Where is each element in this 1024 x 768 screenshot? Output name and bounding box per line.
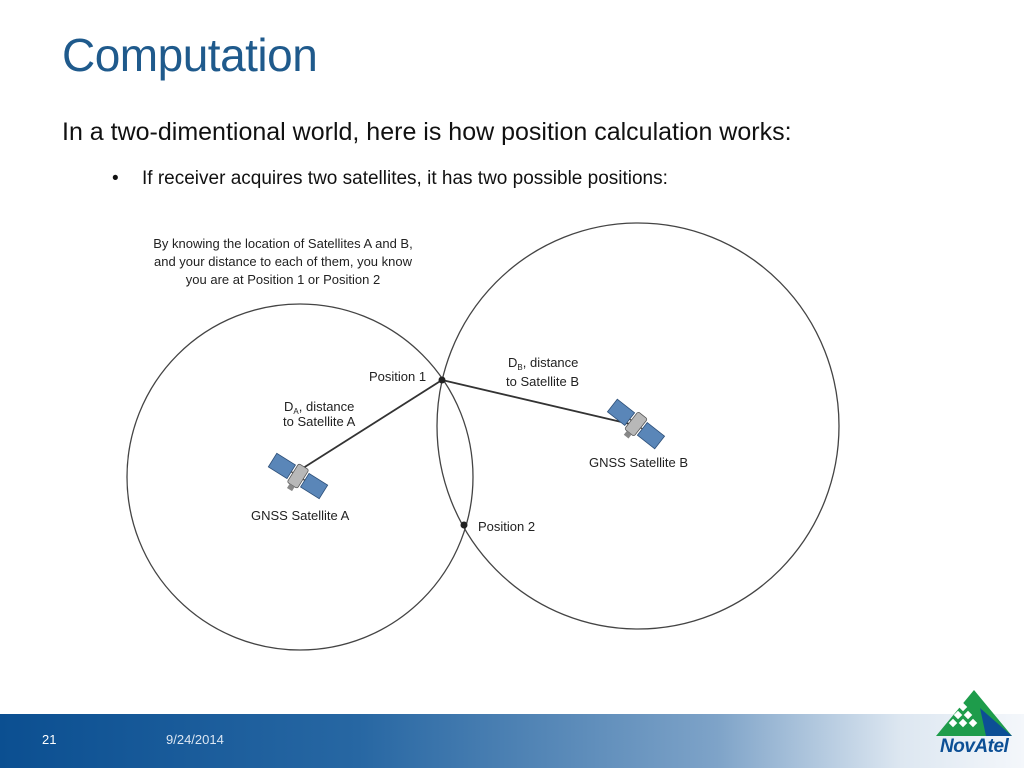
slide-title: Computation [62, 29, 318, 81]
position-1-label: Position 1 [369, 369, 427, 384]
bullet-marker: • [112, 168, 119, 189]
satellite-b-icon [603, 397, 667, 455]
distance-a-label: $D_A$, distance [284, 399, 355, 416]
footer-date: 9/24/2014 [166, 732, 224, 747]
satellite-b-label: GNSS Satellite B [589, 455, 688, 470]
position-1-point [439, 377, 446, 384]
page-number: 21 [42, 732, 57, 747]
satellite-a-icon [264, 451, 329, 506]
satellite-a-label: GNSS Satellite A [251, 508, 350, 523]
position-2-point [461, 522, 468, 529]
diagram-caption-line-3: you are at Position 1 or Position 2 [185, 272, 381, 287]
diagram-caption-line-2: and your distance to each of them, you know [154, 254, 412, 269]
distance-a-label-line2: to Satellite A [283, 414, 356, 429]
footer-bar [0, 714, 1024, 768]
bullet-text: If receiver acquires two satellites, it has two possible positions: [142, 168, 668, 189]
position-2-label: Position 2 [478, 519, 536, 534]
distance-b-label-line2: to Satellite B [506, 374, 579, 389]
novatel-logo-text: NovAtel [940, 736, 1009, 757]
distance-b-label: $D_B$, distance [508, 355, 579, 372]
body-text: In a two-dimentional world, here is how position calculation works: [62, 118, 792, 146]
diagram-caption-line-1: By knowing the location of Satellites A and B, [153, 236, 413, 251]
